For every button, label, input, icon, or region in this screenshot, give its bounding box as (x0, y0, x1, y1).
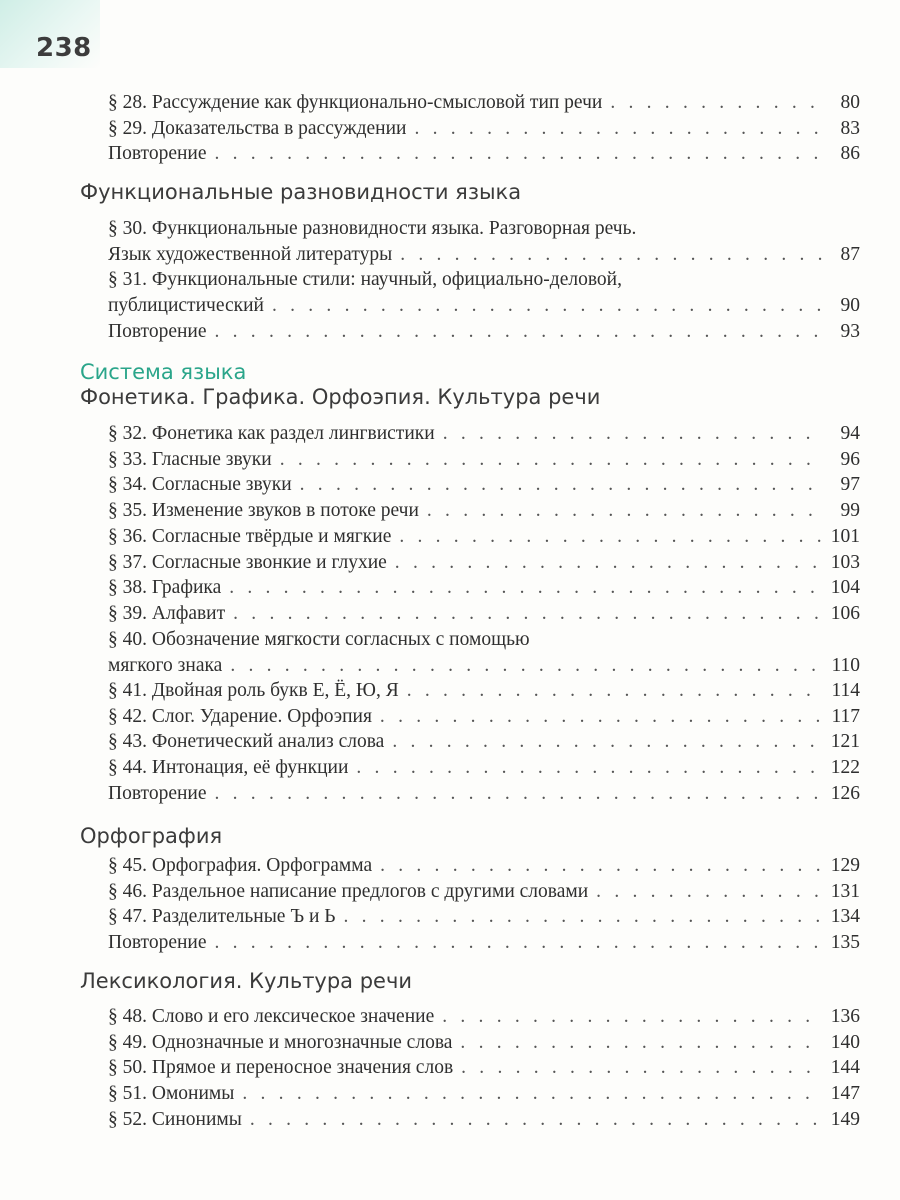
toc-entry-line (108, 524, 860, 550)
toc-entry-title: Язык художественной литературы (108, 244, 393, 265)
dot-leader (460, 1030, 822, 1056)
toc-entry-title: публицистический (108, 295, 264, 317)
toc-entry-title: § 33. Гласные звуки (108, 448, 272, 470)
toc-entry (108, 421, 860, 447)
toc-entry-title: § 44. Интонация, её функции (108, 757, 349, 779)
section-heading: Фонетика. Графика. Орфоэпия. Культура речи (80, 385, 601, 409)
toc-entry-line (108, 627, 860, 653)
toc-entry-title: § 50. Прямое и переносное значения слов (108, 1057, 454, 1079)
toc-entry-line (108, 550, 860, 576)
toc-entry (108, 216, 860, 268)
toc-entry (108, 879, 860, 905)
dot-leader (229, 575, 822, 601)
toc-entry-title: § 28. Рассуждение как функционально-смысловой тип речи (108, 92, 603, 113)
toc-entry (108, 575, 860, 601)
toc-page-number: 117 (831, 705, 860, 727)
toc-entry (108, 1030, 860, 1056)
toc-entry-line (108, 90, 860, 116)
toc-page-number: 97 (840, 474, 860, 496)
toc-page-number: 87 (840, 244, 860, 265)
toc-entry-line (108, 678, 860, 704)
toc-page-number: 103 (830, 551, 860, 573)
section-heading: Лексикология. Культура речи (80, 969, 413, 993)
toc-entry-line (108, 216, 860, 242)
toc-entry (108, 524, 860, 550)
toc-page-number: 121 (830, 731, 860, 753)
toc-entry-title: Повторение (108, 143, 207, 165)
toc-entry-line (108, 1055, 860, 1081)
toc-page-number: 149 (830, 1108, 860, 1130)
toc-entry-title: § 36. Согласные твёрдые и мягкие (108, 525, 392, 547)
toc-page-number: 140 (830, 1031, 860, 1053)
toc-entry-line (108, 601, 860, 627)
toc-entry (108, 627, 860, 679)
toc-page-number: 93 (840, 320, 860, 342)
dot-leader (380, 704, 822, 730)
toc-page-number: 106 (830, 602, 860, 624)
toc-entry (108, 781, 860, 807)
toc-entry-line (108, 853, 860, 879)
toc-page-number: 114 (831, 680, 860, 701)
toc-entry (108, 678, 860, 704)
toc-page-number: 90 (840, 295, 860, 317)
dot-leader (272, 293, 822, 319)
toc-entry (108, 930, 860, 956)
toc-entry (108, 550, 860, 576)
toc-entry-title: § 32. Фонетика как раздел лингвистики (108, 423, 435, 444)
toc-entry (108, 447, 860, 473)
toc-entry-line (108, 930, 860, 956)
toc-entry (108, 729, 860, 755)
toc-page-number: 94 (840, 423, 860, 444)
dot-leader (300, 472, 822, 498)
dot-leader (280, 447, 822, 473)
toc-entry-title: § 37. Согласные звонкие и глухие (108, 551, 387, 573)
toc-entry-line (108, 879, 860, 905)
toc-page-number: 147 (830, 1083, 860, 1105)
toc-entry (108, 1055, 860, 1081)
dot-leader (215, 141, 823, 167)
toc-entry-line (108, 242, 860, 268)
toc-entry-line (108, 472, 860, 498)
dot-leader (400, 242, 822, 268)
dot-leader (230, 653, 822, 679)
dot-leader (356, 755, 822, 781)
toc-entry-title: § 39. Алфавит (108, 602, 226, 624)
dot-leader (427, 498, 822, 524)
toc-entry-line (108, 1030, 860, 1056)
toc-entry-title: Повторение (108, 782, 207, 804)
toc-entry-line (108, 729, 860, 755)
toc-page-number: 126 (830, 782, 860, 804)
dot-leader (596, 879, 822, 905)
dot-leader (395, 550, 822, 576)
toc-page-number: 80 (840, 92, 860, 113)
toc-entry (108, 319, 860, 345)
toc-entry (108, 1081, 860, 1107)
toc-entry-line (108, 447, 860, 473)
toc-entry-title: § 46. Раздельное написание предлогов с другими словами (108, 880, 589, 902)
toc-entry-line (108, 1081, 860, 1107)
toc-page-number: 144 (830, 1057, 860, 1079)
toc-page-number: 83 (840, 117, 860, 139)
toc-entry-line (108, 653, 860, 679)
toc-entry-line (108, 141, 860, 167)
toc-entry-title: § 48. Слово и его лексическое значение (108, 1006, 435, 1027)
toc-entry-line (108, 1004, 860, 1030)
section-heading: Функциональные разновидности языка (80, 180, 522, 204)
dot-leader (443, 421, 822, 447)
toc-entry (108, 601, 860, 627)
toc-entry-title: мягкого знака (108, 654, 223, 676)
toc-page-number: 110 (831, 654, 860, 676)
dot-leader (344, 904, 823, 930)
toc-entry (108, 267, 860, 319)
toc-entry-title: § 51. Омонимы (108, 1083, 235, 1105)
toc-entry-title: § 45. Орфография. Орфограмма (108, 855, 373, 876)
toc-page-number: 134 (830, 906, 860, 928)
toc-entry (108, 141, 860, 167)
toc-entry-line (108, 781, 860, 807)
toc-entry-line (108, 319, 860, 345)
toc-entry-title: § 35. Изменение звуков в потоке речи (108, 500, 419, 522)
dot-leader (414, 116, 822, 142)
toc-entry-line (108, 575, 860, 601)
section-heading: Орфография (80, 824, 223, 848)
dot-leader (215, 781, 823, 807)
toc-entry (108, 755, 860, 781)
toc-page-number: 101 (830, 525, 860, 547)
toc-entry (108, 498, 860, 524)
toc-entry (108, 472, 860, 498)
toc-entry-title: § 38. Графика (108, 577, 222, 599)
toc-entry (108, 1107, 860, 1133)
toc-entry-title: § 29. Доказательства в рассуждении (108, 117, 407, 139)
toc-entry-title: § 49. Однозначные и многозначные слова (108, 1031, 453, 1053)
toc-entry-line (108, 498, 860, 524)
dot-leader (215, 930, 823, 956)
toc-entry-line (108, 293, 860, 319)
toc-entry-title: § 42. Слог. Ударение. Орфоэпия (108, 705, 372, 727)
toc-entry-line (108, 116, 860, 142)
toc-page-number: 99 (840, 500, 860, 522)
toc-entry (108, 704, 860, 730)
toc-entry (108, 1004, 860, 1030)
toc-entry-line (108, 1107, 860, 1133)
toc-entry-title: § 34. Согласные звуки (108, 474, 292, 496)
dot-leader (242, 1081, 822, 1107)
dot-leader (407, 678, 822, 704)
toc-page-number: 136 (830, 1006, 860, 1027)
dot-leader (461, 1055, 822, 1081)
toc-entry-title: § 47. Разделительные Ъ и Ь (108, 906, 336, 928)
toc-entry-title: § 41. Двойная роль букв Е, Ё, Ю, Я (108, 680, 399, 701)
dot-leader (250, 1107, 822, 1133)
toc-entry-title: § 40. Обозначение мягкости согласных с помощью (108, 628, 530, 650)
toc-page-number: 135 (830, 932, 860, 954)
part-title: Система языка (80, 360, 247, 384)
toc-entry-line (108, 267, 860, 293)
toc-page-number: 104 (830, 577, 860, 599)
toc-entry-title: Повторение (108, 320, 207, 342)
toc-page-number: 86 (840, 143, 860, 165)
dot-leader (233, 601, 822, 627)
dot-leader (399, 524, 822, 550)
toc-page-number: 122 (830, 757, 860, 779)
toc-entry-title: § 31. Функциональные стили: научный, официально-деловой, (108, 269, 622, 291)
dot-leader (610, 90, 822, 116)
dot-leader (392, 729, 822, 755)
toc-entry-line (108, 904, 860, 930)
toc-entry-title: § 43. Фонетический анализ слова (108, 731, 385, 753)
toc-entry-title: Повторение (108, 932, 207, 954)
page-number: 238 (36, 33, 92, 63)
dot-leader (442, 1004, 822, 1030)
toc-entry (108, 853, 860, 879)
toc-entry (108, 904, 860, 930)
toc-entry (108, 90, 860, 116)
toc-entry-line (108, 755, 860, 781)
toc-entry-title: § 52. Синонимы (108, 1108, 242, 1130)
toc-entry-line (108, 421, 860, 447)
toc-page-number: 131 (830, 880, 860, 902)
toc-page-number: 96 (840, 448, 860, 470)
dot-leader (380, 853, 822, 879)
toc-entry (108, 116, 860, 142)
toc-entry-line (108, 704, 860, 730)
dot-leader (215, 319, 823, 345)
toc-page-number: 129 (830, 855, 860, 876)
toc-entry-title: § 30. Функциональные разновидности языка. Разговорная речь. (108, 218, 637, 239)
